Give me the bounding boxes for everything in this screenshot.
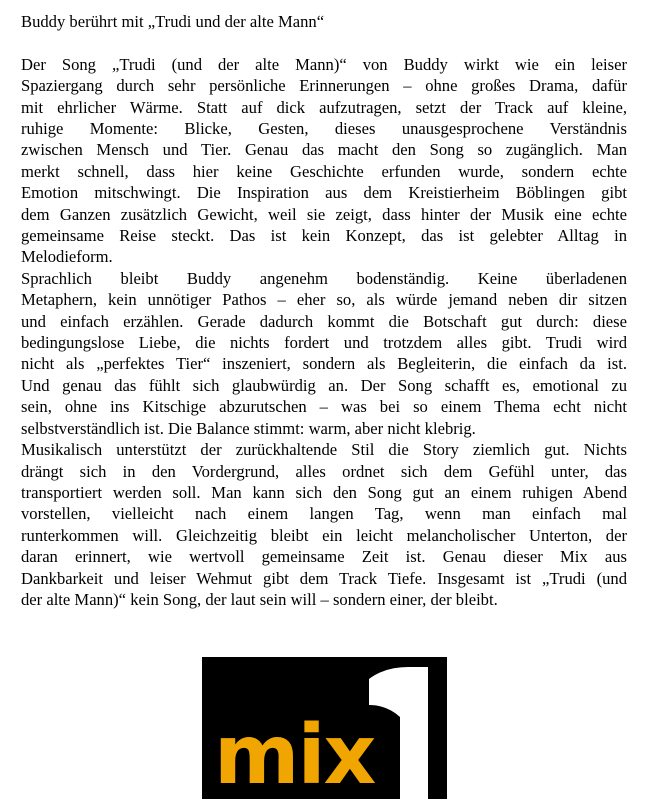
text-line: Melodieform. [21, 247, 113, 267]
text-line: ruhige Momente: Blicke, Gesten, dieses unausgesprochene Verständnis [21, 119, 627, 139]
text-line: Und genau das fühlt sich glaubwürdig an. Der Song schafft es, emotional zu [21, 375, 627, 395]
text-line: Emotion mitschwingt. Die Inspiration aus dem Kreistierheim Böblingen gibt [21, 183, 627, 203]
text-line: drängt sich in den Vordergrund, alles ordnet sich dem Gefühl unter, das [21, 461, 627, 481]
document-title: Buddy berührt mit „Trudi und der alte Mann“ [21, 12, 325, 31]
text-line: Musikalisch unterstützt der zurückhaltende Stil die Story ziemlich gut. Nichts [21, 440, 627, 460]
logo-wordmark: mix [214, 708, 375, 799]
text-line: mit ehrlicher Wärme. Statt auf dick aufzutragen, setzt der Track auf kleine, [21, 97, 627, 117]
text-line: Sprachlich bleibt Buddy angenehm bodenständig. Keine überladenen [21, 268, 627, 288]
text-line: Dankbarkeit und leiser Wehmut gibt dem Track Tiefe. Insgesamt ist „Trudi (und [21, 568, 627, 588]
text-line: bedingungslose Liebe, die nichts fordert und trotzdem alles gibt. Trudi wird [21, 333, 627, 353]
text-line: vorstellen, vielleicht nach einem langen Tag, wenn man einfach mal [21, 504, 627, 524]
text-line: dem Ganzen zusätzlich Gewicht, weil sie zeigt, dass hinter der Musik eine echte [21, 204, 627, 224]
text-line: Metaphern, kein unnötiger Pathos – eher so, als würde jemand neben dir sitzen [21, 290, 627, 310]
mix1-logo-graphic [202, 657, 447, 799]
text-line: selbstverständlich ist. Die Balance stimmt: warm, aber nicht klebrig. [21, 418, 476, 438]
text-line: merkt schnell, dass hier keine Geschichte erfunden wurde, sondern echte [21, 161, 627, 181]
text-line: runterkommen will. Gleichzeitig bleibt ein leicht melancholischer Unterton, der [21, 525, 627, 545]
document-page [21, 11, 627, 610]
mix1-logo [202, 657, 447, 799]
text-line: nicht als „perfektes Tier“ inszeniert, sondern als Begleiterin, die einfach da ist. [21, 354, 627, 374]
text-line: der alte Mann)“ kein Song, der laut sein will – sondern einer, der bleibt. [21, 589, 498, 609]
text-line: und einfach erzählen. Gerade dadurch kommt die Botschaft gut durch: diese [21, 311, 627, 331]
text-line: daran erinnert, wie wertvoll gemeinsame Zeit ist. Genau dieser Mix aus [21, 547, 627, 567]
text-line: Spaziergang durch sehr persönliche Erinnerungen – ohne großes Drama, dafür [21, 76, 627, 96]
text-line: Der Song „Trudi (und der alte Mann)“ von Buddy wirkt wie ein leiser [21, 54, 627, 74]
text-line: zwischen Mensch und Tier. Genau das macht den Song so zugänglich. Man [21, 140, 627, 160]
text-line: sein, ohne ins Kitschige abzurutschen – was bei so einem Thema echt nicht [21, 397, 627, 417]
text-line: gemeinsame Reise steckt. Das ist kein Konzept, das ist gelebter Alltag in [21, 226, 627, 246]
text-line: transportiert werden soll. Man kann sich den Song gut an einem ruhigen Abend [21, 482, 627, 502]
article-body [21, 54, 627, 611]
